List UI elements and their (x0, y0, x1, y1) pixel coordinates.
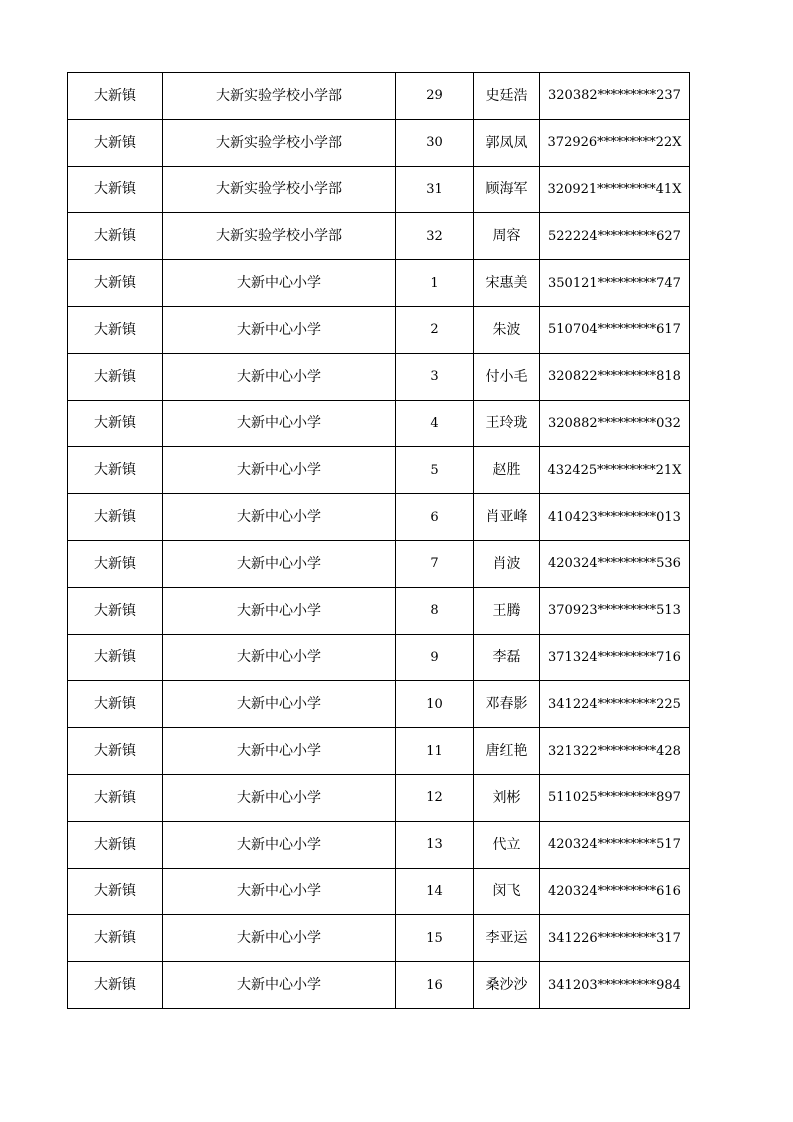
school-cell: 大新中心小学 (163, 728, 396, 775)
name-cell: 顾海军 (474, 166, 540, 213)
id-number-cell: 341203*********984 (540, 962, 690, 1009)
name-cell: 李磊 (474, 634, 540, 681)
number-cell: 4 (396, 400, 474, 447)
table-row (68, 962, 690, 1009)
school-cell: 大新中心小学 (163, 681, 396, 728)
school-cell: 大新中心小学 (163, 540, 396, 587)
id-number-cell: 371324*********716 (540, 634, 690, 681)
school-cell: 大新实验学校小学部 (163, 73, 396, 120)
school-cell: 大新实验学校小学部 (163, 119, 396, 166)
school-cell: 大新中心小学 (163, 915, 396, 962)
table-row (68, 400, 690, 447)
name-cell: 宋惠美 (474, 260, 540, 307)
number-cell: 16 (396, 962, 474, 1009)
town-cell: 大新镇 (68, 587, 163, 634)
id-number-cell: 341224*********225 (540, 681, 690, 728)
table-row (68, 353, 690, 400)
table-row (68, 73, 690, 120)
name-cell: 肖波 (474, 540, 540, 587)
number-cell: 15 (396, 915, 474, 962)
number-cell: 29 (396, 73, 474, 120)
name-cell: 王腾 (474, 587, 540, 634)
town-cell: 大新镇 (68, 540, 163, 587)
number-cell: 7 (396, 540, 474, 587)
name-cell: 赵胜 (474, 447, 540, 494)
name-cell: 代立 (474, 821, 540, 868)
table-row (68, 166, 690, 213)
id-number-cell: 370923*********513 (540, 587, 690, 634)
id-number-cell: 320921*********41X (540, 166, 690, 213)
town-cell: 大新镇 (68, 494, 163, 541)
town-cell: 大新镇 (68, 166, 163, 213)
town-cell: 大新镇 (68, 634, 163, 681)
town-cell: 大新镇 (68, 681, 163, 728)
school-cell: 大新中心小学 (163, 634, 396, 681)
table-row (68, 447, 690, 494)
town-cell: 大新镇 (68, 119, 163, 166)
id-number-cell: 420324*********616 (540, 868, 690, 915)
table-row (68, 868, 690, 915)
school-cell: 大新实验学校小学部 (163, 166, 396, 213)
number-cell: 32 (396, 213, 474, 260)
name-cell: 闵飞 (474, 868, 540, 915)
name-cell: 肖亚峰 (474, 494, 540, 541)
id-number-cell: 321322*********428 (540, 728, 690, 775)
town-cell: 大新镇 (68, 213, 163, 260)
number-cell: 12 (396, 774, 474, 821)
school-cell: 大新中心小学 (163, 306, 396, 353)
id-number-cell: 432425*********21X (540, 447, 690, 494)
school-cell: 大新中心小学 (163, 447, 396, 494)
name-cell: 王玲珑 (474, 400, 540, 447)
school-cell: 大新中心小学 (163, 868, 396, 915)
table-row (68, 774, 690, 821)
school-cell: 大新中心小学 (163, 587, 396, 634)
town-cell: 大新镇 (68, 447, 163, 494)
number-cell: 8 (396, 587, 474, 634)
roster-table (67, 72, 690, 1009)
table-row (68, 681, 690, 728)
name-cell: 郭凤凤 (474, 119, 540, 166)
id-number-cell: 341226*********317 (540, 915, 690, 962)
table-row (68, 213, 690, 260)
number-cell: 30 (396, 119, 474, 166)
school-cell: 大新中心小学 (163, 494, 396, 541)
id-number-cell: 320822*********818 (540, 353, 690, 400)
table-row (68, 587, 690, 634)
id-number-cell: 320382*********237 (540, 73, 690, 120)
town-cell: 大新镇 (68, 353, 163, 400)
table-row (68, 260, 690, 307)
school-cell: 大新中心小学 (163, 962, 396, 1009)
number-cell: 6 (396, 494, 474, 541)
name-cell: 邓春影 (474, 681, 540, 728)
name-cell: 朱波 (474, 306, 540, 353)
number-cell: 1 (396, 260, 474, 307)
table-row (68, 915, 690, 962)
town-cell: 大新镇 (68, 774, 163, 821)
town-cell: 大新镇 (68, 821, 163, 868)
table-row (68, 634, 690, 681)
table-row (68, 494, 690, 541)
table-row (68, 306, 690, 353)
table-row (68, 119, 690, 166)
table-row (68, 540, 690, 587)
number-cell: 5 (396, 447, 474, 494)
number-cell: 9 (396, 634, 474, 681)
number-cell: 13 (396, 821, 474, 868)
number-cell: 31 (396, 166, 474, 213)
number-cell: 11 (396, 728, 474, 775)
name-cell: 付小毛 (474, 353, 540, 400)
school-cell: 大新实验学校小学部 (163, 213, 396, 260)
town-cell: 大新镇 (68, 260, 163, 307)
town-cell: 大新镇 (68, 728, 163, 775)
town-cell: 大新镇 (68, 73, 163, 120)
table-row (68, 728, 690, 775)
roster-body (68, 73, 690, 1009)
name-cell: 周容 (474, 213, 540, 260)
number-cell: 14 (396, 868, 474, 915)
name-cell: 唐红艳 (474, 728, 540, 775)
id-number-cell: 420324*********536 (540, 540, 690, 587)
number-cell: 3 (396, 353, 474, 400)
school-cell: 大新中心小学 (163, 260, 396, 307)
id-number-cell: 350121*********747 (540, 260, 690, 307)
town-cell: 大新镇 (68, 306, 163, 353)
id-number-cell: 410423*********013 (540, 494, 690, 541)
school-cell: 大新中心小学 (163, 400, 396, 447)
id-number-cell: 511025*********897 (540, 774, 690, 821)
id-number-cell: 510704*********617 (540, 306, 690, 353)
number-cell: 10 (396, 681, 474, 728)
id-number-cell: 320882*********032 (540, 400, 690, 447)
name-cell: 刘彬 (474, 774, 540, 821)
school-cell: 大新中心小学 (163, 353, 396, 400)
id-number-cell: 420324*********517 (540, 821, 690, 868)
id-number-cell: 522224*********627 (540, 213, 690, 260)
town-cell: 大新镇 (68, 400, 163, 447)
name-cell: 桑沙沙 (474, 962, 540, 1009)
table-row (68, 821, 690, 868)
school-cell: 大新中心小学 (163, 821, 396, 868)
town-cell: 大新镇 (68, 868, 163, 915)
name-cell: 李亚运 (474, 915, 540, 962)
id-number-cell: 372926*********22X (540, 119, 690, 166)
town-cell: 大新镇 (68, 915, 163, 962)
school-cell: 大新中心小学 (163, 774, 396, 821)
town-cell: 大新镇 (68, 962, 163, 1009)
number-cell: 2 (396, 306, 474, 353)
name-cell: 史廷浩 (474, 73, 540, 120)
